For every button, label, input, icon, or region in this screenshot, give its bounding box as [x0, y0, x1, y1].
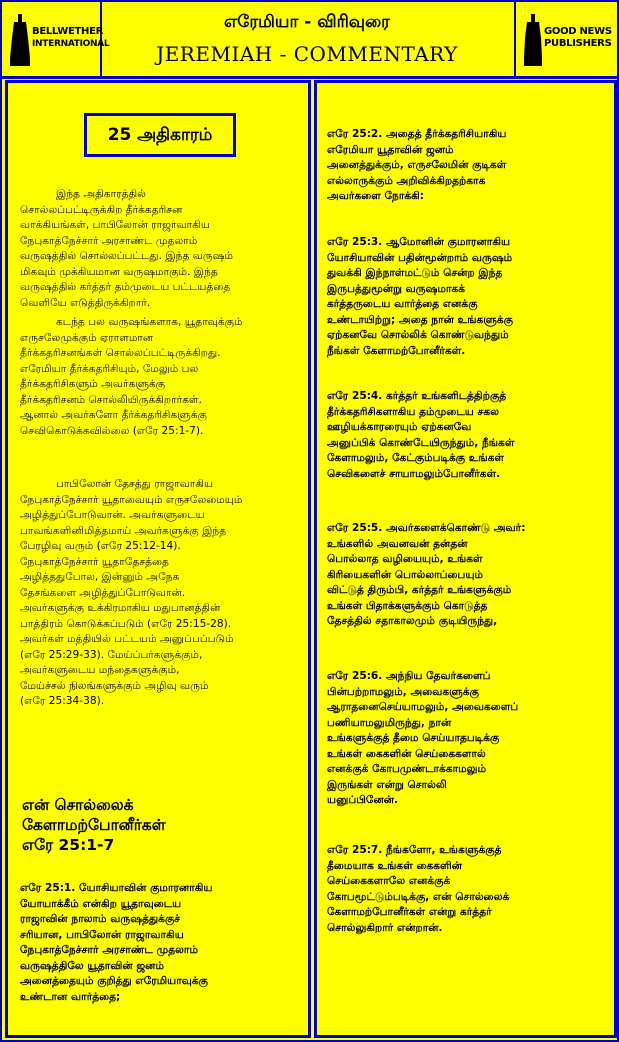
- text-line: அவர்கள் மத்தியில் பட்டயம் அனுப்பப்படும்: [20, 633, 234, 645]
- text-line: பொல்லாத வழியையும், உங்கள்: [327, 553, 483, 565]
- title-english: JEREMIAH - COMMENTARY: [156, 42, 458, 66]
- text-line: கர்த்தருடைய வார்த்தை எனக்கு: [327, 298, 478, 310]
- left-paragraph-1: [20, 187, 302, 311]
- text-line: கேளாமற்போனீர்கள் என்று கர்த்தர்: [327, 906, 492, 918]
- left-column: [5, 80, 311, 1038]
- header: [2, 2, 617, 79]
- section-heading: [22, 795, 307, 855]
- text-line: கிரியைகளின் பொல்லாப்பையும்: [327, 568, 484, 581]
- text-line: எரே 25:2. அதைத் தீர்க்கதரிசியாகிய: [327, 128, 507, 140]
- text-line: எரே 25:4. கர்த்தர் உங்களிடத்திற்குத்: [327, 390, 507, 402]
- text-line: ஏற்கனவே சொல்லிக் கொண்டுவந்தும்: [327, 329, 509, 341]
- text-line: எரே 25:6. அந்நிய தேவர்களைப்: [327, 670, 491, 682]
- text-line: உண்டாயிற்று; அதை நான் உங்களுக்கு: [327, 313, 514, 326]
- text-line: செவிகொடுக்கவில்லை (எரே 25:1-7).: [20, 424, 204, 437]
- bellwether-logo: [2, 2, 110, 76]
- left-logo-line-1: BELLWETHER: [32, 26, 104, 37]
- text-line: எனக்குக் கோபமுண்டாக்காமலும்: [327, 763, 487, 775]
- text-line: செய்கைகளாலே எனக்குக்: [327, 875, 451, 887]
- text-line: (எரே 25:34-38).: [20, 695, 105, 707]
- text-line: எரேமியா தீர்க்கதரிசியும், மேலும் பல: [20, 362, 199, 375]
- text-line: விட்டுத் திரும்பி, கர்த்தர் உங்களுக்கும்: [327, 584, 512, 596]
- text-line: தீர்க்கதரிசிகளாகிய தம்முடைய சகல: [327, 405, 499, 418]
- text-line: அழித்துப்போடுவான். அவர்களுடைய: [20, 509, 205, 521]
- text-line: வருஷத்தில் கர்த்தர் தம்முடைய பட்டயத்தை: [20, 281, 231, 293]
- text-line: சொல்லுகிறார் என்றான்.: [327, 921, 443, 934]
- text-line: உங்களுக்குத் தீமை செய்யாதபடிக்கு: [327, 732, 500, 744]
- text-line: அழித்ததுபோல, இன்னும் அநேக: [20, 571, 180, 583]
- right-logo-line-1: GOOD NEWS: [544, 26, 612, 37]
- right-paragraph-3: [327, 389, 605, 482]
- title-tamil: எரேமியா - விரிவுரை: [224, 12, 390, 32]
- heading-line: என் சொல்லைக்: [22, 796, 134, 814]
- text-line: வெளியே எடுத்திருக்கிறார்.: [20, 296, 151, 309]
- heading-line: எரே 25:1-7: [22, 836, 115, 854]
- left-paragraph-2: [20, 315, 302, 439]
- text-line: பாவங்களினிமித்தமாய் அவர்களுக்கு இந்த: [20, 524, 227, 537]
- text-line: எரே 25:3. ஆமோனின் குமாரனாகிய: [327, 236, 511, 248]
- text-line: எரே 25:5. அவர்களைக்கொண்டு அவர்:: [327, 522, 526, 534]
- text-line: பின்பற்றாமலும், அவைகளுக்கு: [327, 685, 479, 698]
- title-box: [102, 2, 512, 76]
- text-line: நேபுகாத்நேச்சார் யூதாவையும் எருசலேமையும்: [20, 493, 243, 506]
- text-line: நீங்கள் கேளாமற்போனீர்கள்.: [327, 344, 466, 357]
- text-line: உண்டான வார்த்தை;: [20, 990, 121, 1003]
- text-line: சரியான, பாபிலோன் ராஜாவாகிய: [20, 928, 184, 941]
- right-paragraph-4: [327, 521, 605, 630]
- right-logo-line-2: PUBLISHERS: [544, 38, 612, 49]
- text-line: நேபுகாத்நேச்சார் அரசாண்ட முதலாம்: [20, 234, 198, 247]
- right-paragraph-6: [327, 843, 605, 936]
- text-line: தீர்க்கதரிசனங்கள் சொல்லப்பட்டிருக்கிறது.: [20, 347, 221, 359]
- right-paragraph-2: [327, 235, 605, 359]
- text-line: எல்லாருக்கும் அறிவிக்கிறதற்காக: [327, 174, 486, 187]
- good-news-globe-logo-icon: [524, 12, 542, 68]
- heading-line: கேளாமற்போனீர்கள்: [22, 816, 166, 834]
- text-line: இருபத்துமூன்று வருஷமாகக்: [327, 282, 466, 295]
- text-line: கேளாமலும், கேட்கும்படிக்கு உங்கள்: [327, 452, 505, 464]
- text-line: ஆராதனைசெய்யாமலும், அவைகளைப்: [327, 701, 519, 713]
- left-paragraph-3: [20, 477, 302, 710]
- text-line: யோயாக்கீம் என்கிற யூதாவுடைய: [20, 897, 182, 910]
- left-paragraph-4: [20, 881, 302, 1005]
- text-line: பேரழிவு வரும் (எரே 25:12-14).: [20, 540, 181, 552]
- text-line: வருஷத்தில் சொல்லப்பட்டது. இந்த வருஷம்: [20, 250, 234, 262]
- text-line: அனுப்பிக் கொண்டேயிருந்தும், நீங்கள்: [327, 436, 515, 449]
- right-column: [314, 80, 617, 1038]
- right-paragraph-1: [327, 127, 605, 205]
- bellwether-sheep-logo-icon: [10, 12, 30, 68]
- left-logo-line-2: INTERNATIONAL: [32, 39, 110, 49]
- text-line: தேசத்தில் சதாகாலமும் குடியிருந்து,: [327, 615, 498, 627]
- text-line: கோபமூட்டும்படிக்கு, என் சொல்லைக்: [327, 890, 510, 903]
- text-line: கடந்த பல வருஷங்களாக, யூதாவுக்கும்: [56, 316, 243, 328]
- text-line: நேபுகாத்நேச்சார் யூதாதேசத்தை: [20, 555, 169, 568]
- text-line: தீர்க்கதரிசனம் சொல்லியிருக்கிறார்கள்.: [20, 393, 202, 406]
- right-paragraph-5: [327, 669, 605, 809]
- text-line: ஊழியக்காரரையும் ஏற்கனவே: [327, 421, 472, 433]
- text-line: வருஷத்திலே யூதாவின் ஜனம்: [20, 959, 164, 972]
- text-line: அனைத்துக்கும், எருசலேமின் குடிகள்: [327, 159, 507, 171]
- text-line: அவர்களை நோக்கி:: [327, 190, 425, 202]
- text-line: எரேமியா யூதாவின் ஜனம்: [327, 143, 454, 156]
- text-line: (எரே 25:29-33). மேய்ப்பர்களுக்கும்,: [20, 648, 203, 661]
- text-line: பாபிலோன் தேசத்து ராஜாவாகிய: [56, 478, 214, 490]
- text-line: துவக்கி இந்நாள்மட்டும் சென்ற இந்த: [327, 267, 503, 279]
- text-line: அனைத்தையும் குறித்து எரேமியாவுக்கு: [20, 975, 209, 987]
- text-line: எரே 25:1. யோசியாவின் குமாரனாகிய: [20, 882, 213, 894]
- text-line: யனுப்பினேன்.: [327, 794, 399, 806]
- text-line: எரே 25:7. நீங்களோ, உங்களுக்குத்: [327, 844, 502, 856]
- text-line: பணியாமலுமிருந்து, நான்: [327, 716, 452, 729]
- chapter-title: 25 அதிகாரம்: [84, 113, 236, 157]
- text-line: சொல்லப்பட்டிருக்கிற தீர்க்கதரிசன: [20, 203, 183, 216]
- text-line: பாத்திரம் கொடுக்கப்படும் (எரே 25:15-28).: [20, 617, 232, 630]
- text-line: எருசலேமுக்கும் ஏராளமான: [20, 331, 154, 344]
- text-line: இருங்கள் என்று சொல்லி: [327, 778, 447, 791]
- text-line: அவர்களுடைய மந்தைகளுக்கும்,: [20, 664, 180, 676]
- text-line: தேசங்களை அழித்துப்போடுவான்.: [20, 586, 186, 599]
- good-news-logo: [514, 2, 617, 76]
- text-line: மிகவும் முக்கியமான வருஷமாகும். இந்த: [20, 265, 218, 278]
- text-line: தீமையாக உங்கள் கைகளின்: [327, 859, 463, 872]
- text-line: ராஜாவின் நாலாம் வருஷத்துக்குச்: [20, 913, 181, 925]
- text-line: செவிகளைச் சாயாமலும்போனீர்கள்.: [327, 467, 501, 480]
- text-line: வாக்கியங்கள், பாபிலோன் ராஜாவாகிய: [20, 219, 210, 231]
- text-line: ஆனால் அவர்களோ தீர்க்கதரிசிகளுக்கு: [20, 409, 207, 421]
- text-line: உங்கள் கைகளின் செய்கைகளால்: [327, 747, 486, 760]
- text-line: நேபுகாத்நேச்சார் அரசாண்ட முதலாம்: [20, 944, 198, 956]
- text-line: அவர்களுக்கு உக்கிரமாகிய மதுபானத்தின்: [20, 602, 221, 614]
- text-line: யோசியாவின் பதின்மூன்றாம் வருஷம்: [327, 251, 513, 264]
- text-line: உங்களில் அவனவன் தன்தன்: [327, 537, 468, 550]
- text-line: தீர்க்கதரிசிகளும் அவர்களுக்கு: [20, 378, 166, 390]
- text-line: மேய்ச்சல் நிலங்களுக்கும் அழிவு வரும்: [20, 679, 209, 692]
- text-line: உங்கள் பிதாக்களுக்கும் கொடுத்த: [327, 599, 488, 612]
- text-line: இந்த அதிகாரத்தில்: [56, 188, 146, 200]
